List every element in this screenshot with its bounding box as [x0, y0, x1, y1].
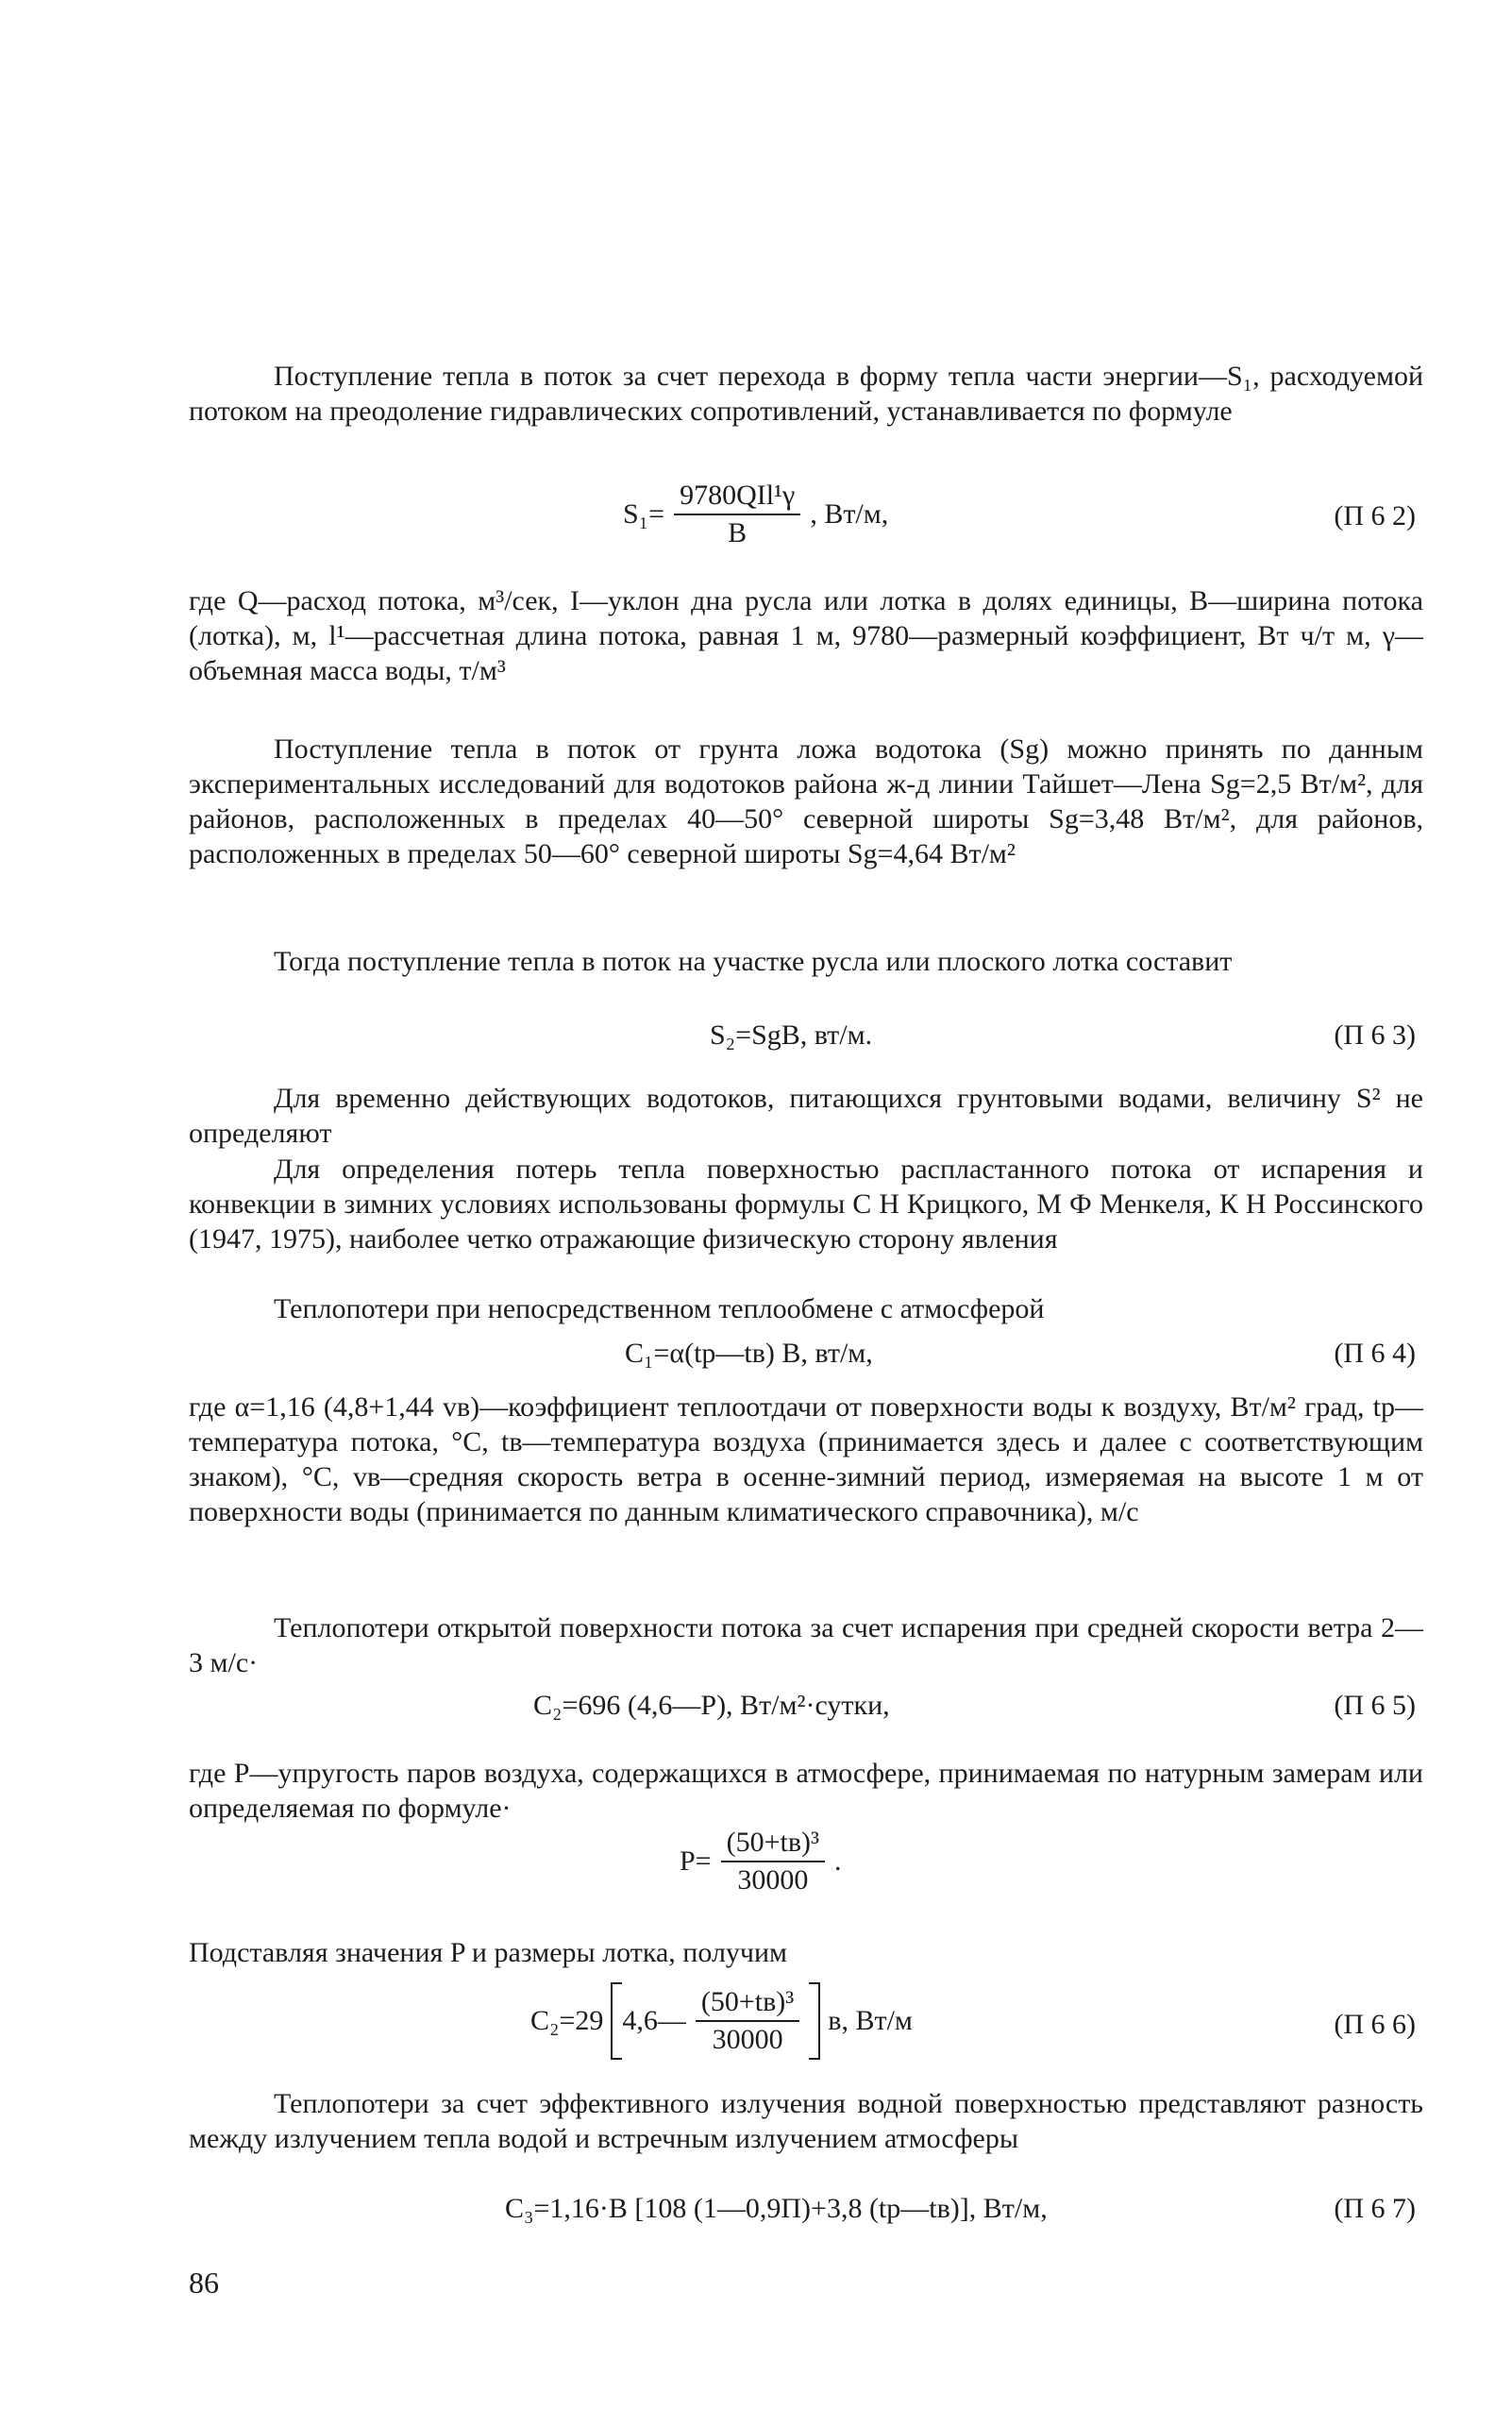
- paragraph-text: Для определения потерь тепла поверхностью распластанного потока от испарения и конвекции в зимних условиях использованы формулы С Н Крицкого, М Ф Менкеля, К Н Россинского (1947, 1975), наиболее четко отражающие физическую сторону явления: [189, 1154, 1423, 1255]
- bracket-term: 4,6—: [622, 2005, 686, 2036]
- paragraph-text: где α=1,16 (4,8+1,44 vв)—коэффициент теплоотдачи от поверхности воды к воздуху, Вт/м² град, tр—температура потока, °С, tв—температура воздуха (принимается здесь и далее с соответствующим знаком), °С, vв—средняя скорость ветра в осенне-зимний период, измеряемая на высоте 1 м от поверхности воды (принимается по данным климатического справочника), м/с: [189, 1391, 1423, 1527]
- paragraph-text: Теплопотери открытой поверхности потока за счет испарения при средней скорости ветра 2—3 м/с·: [189, 1612, 1423, 1678]
- formula-p67: [189, 2188, 1423, 2245]
- paragraph-text: Подставляя значения P и размеры лотка, получим: [189, 1937, 788, 1968]
- paragraph-heat-loss-methods: [189, 1152, 1423, 1256]
- fraction: [721, 1827, 825, 1896]
- paragraph-heat-from-ground: [189, 732, 1423, 871]
- formula-number: (П 6 7): [1334, 2193, 1416, 2224]
- formula-p63: [189, 1015, 1423, 1071]
- fraction-denominator: B: [728, 517, 748, 548]
- formula-p64: [189, 1333, 1423, 1390]
- page-number: 86: [189, 2266, 219, 2300]
- formula-lhs: C₂=29: [530, 2005, 604, 2036]
- formula-lhs: S₁=: [623, 498, 665, 530]
- formula-body: C₁=α(tр—tв) B, вт/м,: [625, 1338, 873, 1369]
- paragraph-coefficient-definitions: [189, 1390, 1423, 1529]
- formula-number: (П 6 4): [1334, 1338, 1416, 1369]
- paragraph-text: Теплопотери при непосредственном теплообмене с атмосферой: [274, 1293, 1045, 1324]
- formula-rhs: .: [834, 1845, 842, 1877]
- paragraph-vapor-pressure: [189, 1756, 1423, 1826]
- paragraph-substitution: [189, 1935, 1423, 1970]
- formula-body: [680, 1827, 842, 1896]
- formula-body: S₂=SgB, вт/м.: [710, 1019, 873, 1051]
- formula-rhs: в, Вт/м: [828, 2005, 913, 2036]
- formula-number: (П 6 5): [1334, 1690, 1416, 1721]
- fraction: [696, 1986, 799, 2056]
- paragraph-heat-from-energy: [189, 359, 1423, 429]
- formula-body: [530, 1982, 913, 2060]
- paragraph-text: Теплопотери за счет эффективного излучения водной поверхностью представляют разность между излучением тепла водой и встречным излучением атмосферы: [189, 2088, 1423, 2154]
- formula-body: C₃=1,16·B [108 (1—0,9П)+3,8 (tр—tв)], Вт/м,: [505, 2193, 1048, 2224]
- paragraph-direct-exchange: [189, 1291, 1423, 1326]
- square-bracket-group: [611, 1982, 820, 2060]
- formula-vapor-pressure: [189, 1827, 1423, 1895]
- paragraph-text: Поступление тепла в поток от грунта ложа водотока (Sg) можно принять по данным экспериментальных исследований для водотоков района ж-д линии Тайшет—Лена Sg=2,5 Вт/м², для районов, расположенных в пределах 40—50° северной широты Sg=3,48 Вт/м², для районов, расположенных в пределах 50—60° северной широты Sg=4,64 Вт/м²: [189, 733, 1423, 869]
- fraction-numerator: (50+tв)³: [721, 1827, 825, 1862]
- paragraph-text: Для временно действующих водотоков, питающихся грунтовыми водами, величину S² не определяют: [189, 1083, 1423, 1149]
- fraction-numerator: 9780QIl¹γ: [674, 480, 800, 515]
- formula-number: (П 6 3): [1334, 1019, 1416, 1051]
- formula-number: (П 6 6): [1334, 2009, 1416, 2040]
- formula-number: (П 6 2): [1334, 500, 1416, 531]
- fraction-numerator: (50+tв)³: [696, 1986, 799, 2022]
- fraction-denominator: 30000: [712, 2024, 783, 2055]
- paragraph-text: Тогда поступление тепла в поток на участке русла или плоского лотка составит: [274, 946, 1233, 977]
- formula-body: [623, 480, 888, 549]
- paragraph-text: Поступление тепла в поток за счет перехода в форму тепла части энергии—S₁, расходуемой потоком на преодоление гидравлических сопротивлений, устанавливается по формуле: [189, 361, 1423, 427]
- paragraph-heat-total: [189, 944, 1423, 979]
- formula-lhs: P=: [680, 1845, 712, 1877]
- formula-rhs: , Вт/м,: [810, 498, 889, 530]
- formula-p66: [189, 1982, 1423, 2055]
- formula-body: C₂=696 (4,6—P), Вт/м²·сутки,: [533, 1690, 890, 1721]
- formula-p65: [189, 1685, 1423, 1742]
- paragraph-text: где Q—расход потока, м³/сек, I—уклон дна русла или лотка в долях единицы, B—ширина потока (лотка), м, l¹—рассчетная длина потока, равная 1 м, 9780—размерный коэффициент, Вт ч/т м, γ—объемная масса воды, т/м³: [189, 585, 1423, 686]
- fraction: [674, 480, 800, 549]
- paragraph-text: где P—упругость паров воздуха, содержащихся в атмосфере, принимаемая по натурным замерам или определяемая по формуле·: [189, 1758, 1423, 1824]
- paragraph-radiation-loss: [189, 2086, 1423, 2156]
- formula-p62: [189, 480, 1423, 548]
- paragraph-variable-definitions: [189, 583, 1423, 688]
- paragraph-temporary-streams: [189, 1081, 1423, 1151]
- fraction-denominator: 30000: [737, 1864, 809, 1895]
- paragraph-evaporation-loss: [189, 1610, 1423, 1680]
